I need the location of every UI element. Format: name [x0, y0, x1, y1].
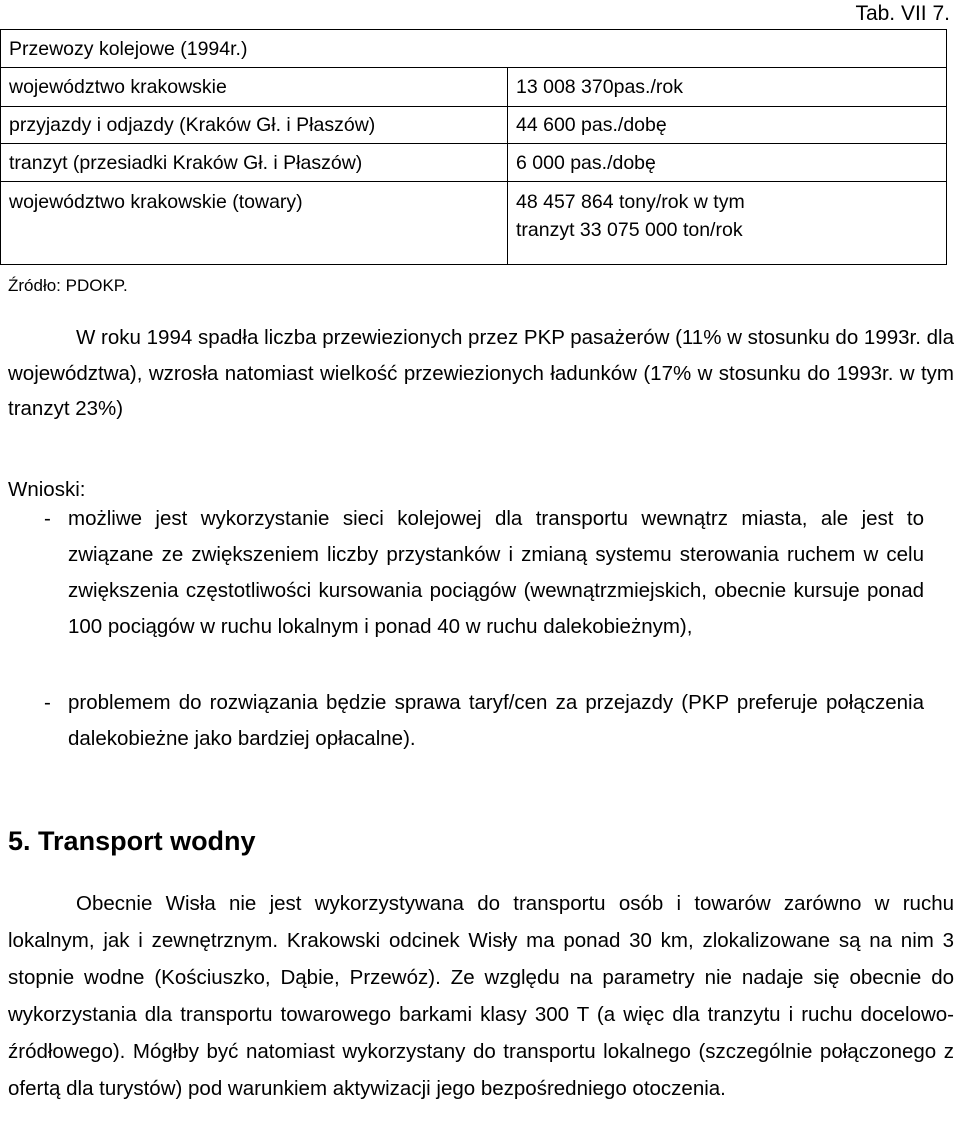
conclusion-text: możliwe jest wykorzystanie sieci kolejowej dla transportu wewnątrz miasta, ale jest to związane ze zwiększeniem liczby przystanków i zmianą systemu sterowania ruchem w celu zwiększenia częstotliwości kursowania pociągów (wewnątrzmiejskich, obecnie kursuje ponad 100 pociągów w ruchu lokalnym i ponad 40 w ruchu dalekobieżnym),	[68, 507, 924, 638]
section-title: Transport wodny	[38, 826, 256, 856]
row-label: województwo krakowskie (towary)	[1, 182, 508, 265]
row-label: tranzyt (przesiadki Kraków Gł. i Płaszów)	[1, 144, 508, 182]
row-label: województwo krakowskie	[1, 68, 508, 107]
table-header: Przewozy kolejowe (1994r.)	[1, 30, 508, 68]
table-label: Tab. VII 7.	[855, 2, 950, 25]
section-heading	[8, 826, 256, 857]
water-transport-paragraph: Obecnie Wisła nie jest wykorzystywana do transportu osób i towarów zarówno w ruchu lokalnym, jak i zewnętrznym. Krakowski odcinek Wisły ma ponad 30 km, zlokalizowane są na nim 3 stopnie wodne (Kościuszko, Dąbie, Przewóz). Ze względu na parametry nie nadaje się obecnie do wykorzystania dla transportu towarowego barkami klasy 300 T (a więc dla tranzytu i ruchu docelowo-źródłowego). Mógłby być natomiast wykorzystany do transportu lokalnego (szczególnie połączonego z ofertą dla turystów) pod warunkiem aktywizacji jego bezpośredniego otoczenia.	[8, 892, 954, 1100]
bullet-dash: -	[44, 691, 51, 714]
rail-summary-paragraph: W roku 1994 spadła liczba przewiezionych przez PKP pasażerów (11% w stosunku do 1993r. dla województwa), wzrosła natomiast wielkość przewiezionych ładunków (17% w stosunku do 1993r. w tym tranzyt 23%)	[8, 326, 954, 420]
table-row	[1, 107, 947, 144]
row-value: 44 600 pas./dobę	[508, 107, 947, 144]
bullet-dash: -	[44, 507, 51, 530]
row-value: 6 000 pas./dobę	[508, 144, 947, 182]
conclusion-item	[44, 685, 924, 757]
table-row	[1, 182, 947, 265]
row-value	[508, 182, 947, 265]
table-header-empty	[508, 30, 947, 68]
row-value: 13 008 370pas./rok	[508, 68, 947, 107]
conclusion-text: problemem do rozwiązania będzie sprawa taryf/cen za przejazdy (PKP preferuje połączenia dalekobieżne jako bardziej opłacalne).	[68, 691, 924, 750]
rail-transport-table	[0, 29, 947, 265]
row-value-line: 48 457 864 tony/rok w tym	[516, 191, 745, 213]
conclusions-title: Wnioski:	[8, 478, 86, 501]
conclusion-item	[44, 501, 924, 645]
source-note: Źródło: PDOKP.	[8, 276, 128, 295]
section-number: 5.	[8, 826, 31, 856]
row-value-line: tranzyt 33 075 000 ton/rok	[516, 219, 743, 241]
row-label: przyjazdy i odjazdy (Kraków Gł. i Płaszów)	[1, 107, 508, 144]
table-header-row	[1, 30, 947, 68]
table-row	[1, 144, 947, 182]
table-row	[1, 68, 947, 107]
